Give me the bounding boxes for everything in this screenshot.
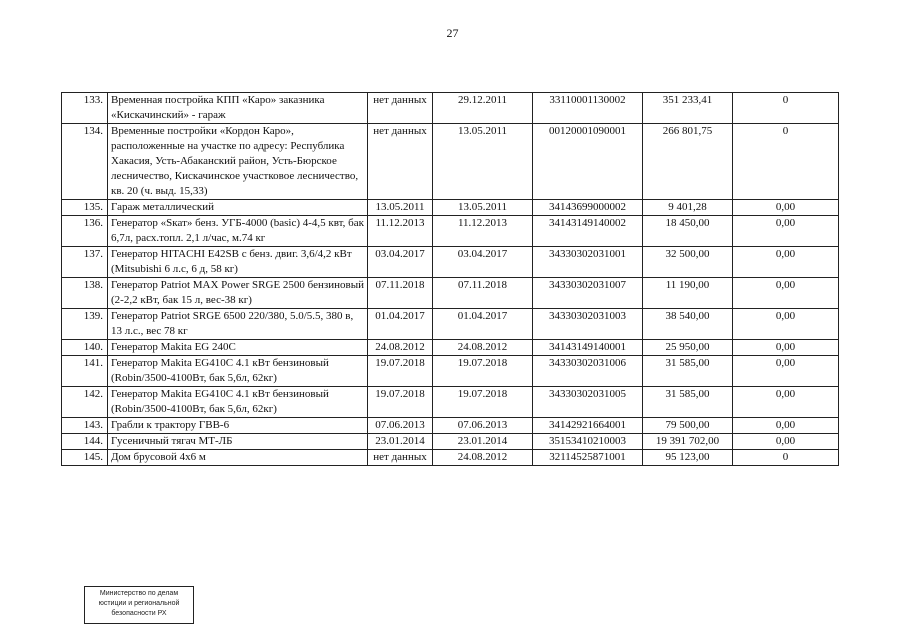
inventory-rows	[62, 93, 839, 466]
book-value-cell: 11 190,00	[643, 278, 733, 309]
acquisition-date-cell: 07.11.2018	[368, 278, 433, 309]
inventory-table	[61, 92, 839, 466]
acquisition-date-cell: 19.07.2018	[368, 356, 433, 387]
inventory-number-cell: 34142921664001	[533, 418, 643, 434]
registration-date-cell: 29.12.2011	[433, 93, 533, 124]
row-number-cell: 133.	[62, 93, 108, 124]
book-value-cell: 31 585,00	[643, 356, 733, 387]
acquisition-date-cell: 03.04.2017	[368, 247, 433, 278]
residual-value-cell: 0,00	[733, 247, 839, 278]
inventory-number-cell: 33110001130002	[533, 93, 643, 124]
item-name-cell: Генератор HITACHI E42SB с бенз. двиг. 3,6/4,2 кВт (Mitsubishi 6 л.с, 6 д, 58 кг)	[108, 247, 368, 278]
table-row	[62, 124, 839, 200]
registration-date-cell: 13.05.2011	[433, 124, 533, 200]
registration-date-cell: 13.05.2011	[433, 200, 533, 216]
book-value-cell: 19 391 702,00	[643, 434, 733, 450]
registration-date-cell: 23.01.2014	[433, 434, 533, 450]
residual-value-cell: 0,00	[733, 340, 839, 356]
residual-value-cell: 0,00	[733, 216, 839, 247]
row-number-cell: 143.	[62, 418, 108, 434]
inventory-number-cell: 34330302031006	[533, 356, 643, 387]
row-number-cell: 138.	[62, 278, 108, 309]
row-number-cell: 136.	[62, 216, 108, 247]
registration-date-cell: 19.07.2018	[433, 356, 533, 387]
residual-value-cell: 0,00	[733, 387, 839, 418]
acquisition-date-cell: 19.07.2018	[368, 387, 433, 418]
row-number-cell: 139.	[62, 309, 108, 340]
acquisition-date-cell: 07.06.2013	[368, 418, 433, 434]
acquisition-date-cell: 01.04.2017	[368, 309, 433, 340]
item-name-cell: Генератор Makita EG 240C	[108, 340, 368, 356]
residual-value-cell: 0,00	[733, 356, 839, 387]
item-name-cell: Генератор Makita EG410C 4.1 кВт бензиновый (Robin/3500-4100Вт, бак 5,6л, 62кг)	[108, 356, 368, 387]
row-number-cell: 145.	[62, 450, 108, 466]
book-value-cell: 351 233,41	[643, 93, 733, 124]
book-value-cell: 79 500,00	[643, 418, 733, 434]
table-row	[62, 93, 839, 124]
residual-value-cell: 0	[733, 93, 839, 124]
ministry-stamp	[84, 586, 194, 624]
residual-value-cell: 0,00	[733, 309, 839, 340]
acquisition-date-cell: нет данных	[368, 93, 433, 124]
book-value-cell: 25 950,00	[643, 340, 733, 356]
item-name-cell: Грабли к трактору ГВВ-6	[108, 418, 368, 434]
stamp-line-2: юстиции и региональной	[98, 600, 180, 607]
registration-date-cell: 01.04.2017	[433, 309, 533, 340]
acquisition-date-cell: 24.08.2012	[368, 340, 433, 356]
acquisition-date-cell: 11.12.2013	[368, 216, 433, 247]
inventory-number-cell: 34330302031007	[533, 278, 643, 309]
book-value-cell: 31 585,00	[643, 387, 733, 418]
inventory-number-cell: 35153410210003	[533, 434, 643, 450]
item-name-cell: Гараж металлический	[108, 200, 368, 216]
item-name-cell: Генератор Makita EG410C 4.1 кВт бензиновый (Robin/3500-4100Вт, бак 5,6л, 62кг)	[108, 387, 368, 418]
book-value-cell: 18 450,00	[643, 216, 733, 247]
item-name-cell: Дом брусовой 4х6 м	[108, 450, 368, 466]
book-value-cell: 32 500,00	[643, 247, 733, 278]
registration-date-cell: 24.08.2012	[433, 340, 533, 356]
item-name-cell: Генератор Patriot MAX Power SRGE 2500 бензиновый (2-2,2 кВт, бак 15 л, вес-38 кг)	[108, 278, 368, 309]
row-number-cell: 137.	[62, 247, 108, 278]
table-row	[62, 278, 839, 309]
stamp-line-1: Министерство по делам	[99, 590, 179, 597]
item-name-cell: Временная постройка КПП «Каро» заказника «Кискачинский» - гараж	[108, 93, 368, 124]
item-name-cell: Гусеничный тягач МТ-ЛБ	[108, 434, 368, 450]
row-number-cell: 134.	[62, 124, 108, 200]
item-name-cell: Генератор «Sкат» бенз. УГБ-4000 (basic) 4-4,5 квт, бак 6,7л, расх.топл. 2,1 л/час, м.74 кг	[108, 216, 368, 247]
row-number-cell: 141.	[62, 356, 108, 387]
registration-date-cell: 07.11.2018	[433, 278, 533, 309]
item-name-cell: Генератор Patriot SRGE 6500 220/380, 5.0/5.5, 380 в, 13 л.с., вес 78 кг	[108, 309, 368, 340]
residual-value-cell: 0,00	[733, 418, 839, 434]
acquisition-date-cell: нет данных	[368, 124, 433, 200]
inventory-number-cell: 34330302031003	[533, 309, 643, 340]
table-row	[62, 387, 839, 418]
registration-date-cell: 19.07.2018	[433, 387, 533, 418]
registration-date-cell: 11.12.2013	[433, 216, 533, 247]
row-number-cell: 142.	[62, 387, 108, 418]
table-row	[62, 216, 839, 247]
item-name-cell: Временные постройки «Кордон Каро», расположенные на участке по адресу: Республика Хакасия, Усть-Абаканский район, Усть-Бюрское лесничество, Кискачинское участковое лесничество, кв. 20 (ч. выд. 15,33)	[108, 124, 368, 200]
acquisition-date-cell: 23.01.2014	[368, 434, 433, 450]
table-row	[62, 200, 839, 216]
page-number: 27	[446, 26, 459, 40]
residual-value-cell: 0,00	[733, 200, 839, 216]
table-row	[62, 309, 839, 340]
row-number-cell: 135.	[62, 200, 108, 216]
inventory-number-cell: 34143149140002	[533, 216, 643, 247]
book-value-cell: 9 401,28	[643, 200, 733, 216]
table-row	[62, 356, 839, 387]
acquisition-date-cell: 13.05.2011	[368, 200, 433, 216]
row-number-cell: 144.	[62, 434, 108, 450]
stamp-line-3: безопасности РХ	[111, 610, 167, 617]
book-value-cell: 266 801,75	[643, 124, 733, 200]
residual-value-cell: 0,00	[733, 278, 839, 309]
inventory-number-cell: 34143699000002	[533, 200, 643, 216]
inventory-number-cell: 34143149140001	[533, 340, 643, 356]
inventory-number-cell: 00120001090001	[533, 124, 643, 200]
inventory-number-cell: 34330302031005	[533, 387, 643, 418]
book-value-cell: 95 123,00	[643, 450, 733, 466]
table-row	[62, 450, 839, 466]
row-number-cell: 140.	[62, 340, 108, 356]
registration-date-cell: 03.04.2017	[433, 247, 533, 278]
inventory-number-cell: 34330302031001	[533, 247, 643, 278]
table-row	[62, 418, 839, 434]
residual-value-cell: 0	[733, 450, 839, 466]
inventory-number-cell: 32114525871001	[533, 450, 643, 466]
book-value-cell: 38 540,00	[643, 309, 733, 340]
registration-date-cell: 07.06.2013	[433, 418, 533, 434]
table-row	[62, 340, 839, 356]
residual-value-cell: 0,00	[733, 434, 839, 450]
registration-date-cell: 24.08.2012	[433, 450, 533, 466]
table-row	[62, 434, 839, 450]
residual-value-cell: 0	[733, 124, 839, 200]
table-row	[62, 247, 839, 278]
acquisition-date-cell: нет данных	[368, 450, 433, 466]
